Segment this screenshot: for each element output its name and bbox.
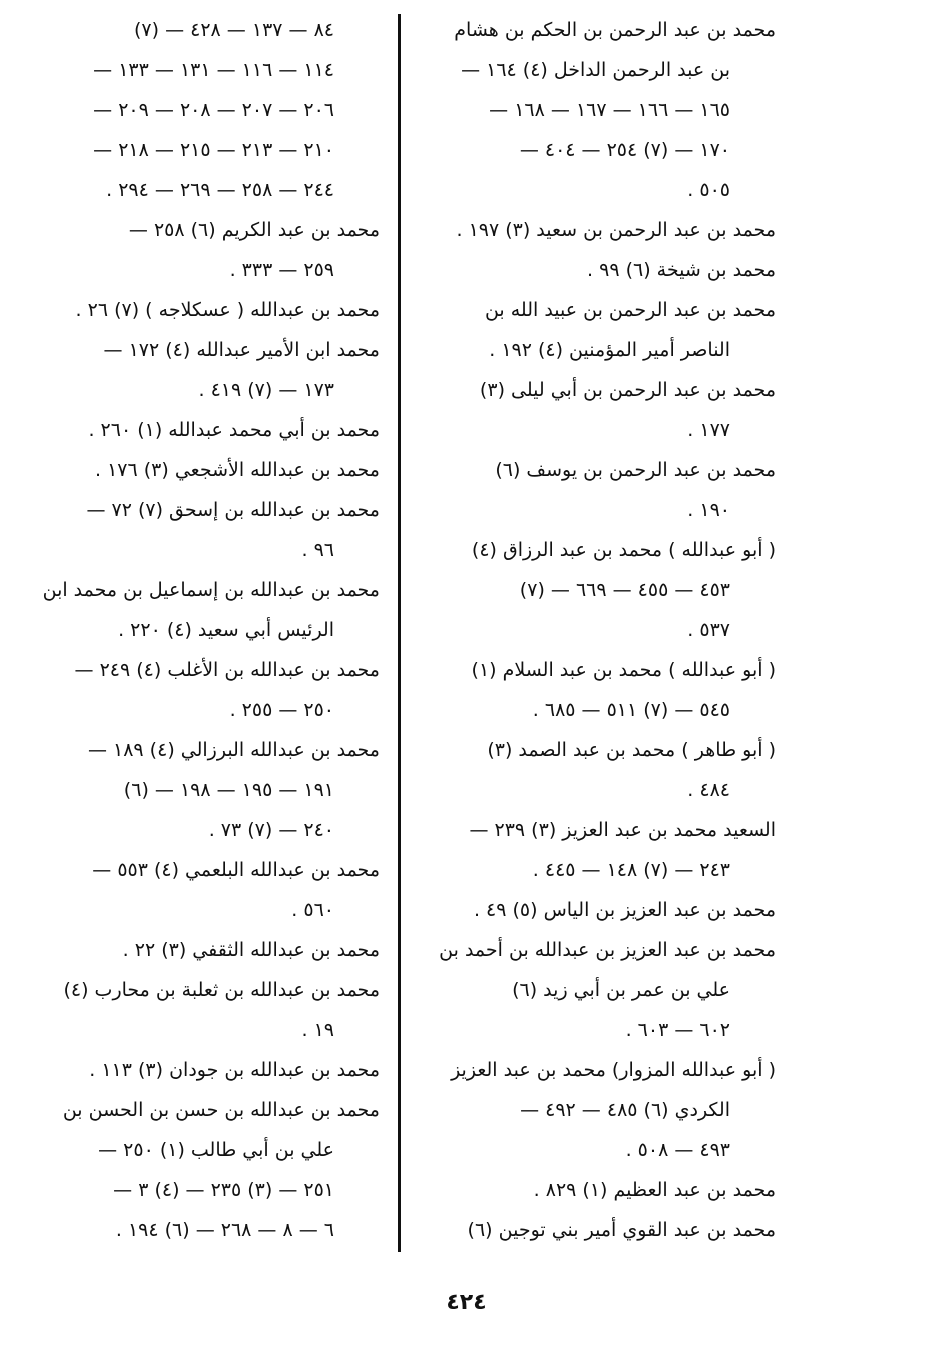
- index-entry-line: الناصر أمير المؤمنين (٤) ١٩٢ .: [489, 339, 730, 361]
- index-entry-line: ١٧٣ — (٧) ٤١٩ .: [198, 379, 334, 401]
- index-entry-line: ٥٤٥ — (٧) ٥١١ — ٦٨٥ .: [532, 699, 730, 721]
- index-entry-line: محمد بن عبدالله البلعمي (٤) ٥٥٣ —: [92, 859, 380, 881]
- index-entry-line: علي بن أبي طالب (١) ٢٥٠ —: [98, 1139, 334, 1161]
- index-entry-line: محمد بن عبد العظيم (١) ٨٢٩ .: [533, 1179, 776, 1201]
- index-entry-line: محمد بن عبد الرحمن بن سعيد (٣) ١٩٧ .: [456, 219, 776, 241]
- index-entry-line: محمد بن شيخة (٦) ٩٩ .: [587, 259, 776, 281]
- index-entry-line: محمد بن عبد القوي أمير بني توجين (٦): [467, 1219, 776, 1241]
- index-entry-line: ١١٤ — ١١٦ — ١٣١ — ١٣٣ —: [93, 59, 334, 81]
- index-entry-line: الرئيس أبي سعيد (٤) ٢٢٠ .: [118, 619, 334, 641]
- index-entry-line: ( أبو عبدالله ) محمد بن عبد الرزاق (٤): [471, 539, 776, 561]
- index-entry-line: ١٧٠ — (٧) ٢٥٤ — ٤٠٤ —: [519, 139, 730, 161]
- index-entry-line: محمد بن عبدالله بن الأغلب (٤) ٢٤٩ —: [74, 659, 380, 681]
- index-entry-line: ٦٠٢ — ٦٠٣ .: [625, 1019, 730, 1041]
- index-entry-line: ٩٦ .: [301, 539, 334, 561]
- index-entry-line: محمد بن عبدالله ( عسكلاجه ) (٧) ٢٦ .: [75, 299, 380, 321]
- column-divider: [398, 14, 401, 1252]
- index-entry-line: محمد بن عبدالله الأشجعي (٣) ١٧٦ .: [94, 459, 380, 481]
- index-entry-line: ١٩٠ .: [687, 499, 730, 521]
- index-entry-line: ٤٥٣ — ٤٥٥ — ٦٦٩ — (٧): [519, 579, 730, 601]
- index-entry-line: محمد بن عبدالله بن جودان (٣) ١١٣ .: [89, 1059, 380, 1081]
- index-entry-line: علي بن عمر بن أبي زيد (٦): [512, 979, 730, 1001]
- index-entry-line: ١٩١ — ١٩٥ — ١٩٨ — (٦): [123, 779, 334, 801]
- index-entry-line: ١٧٧ .: [687, 419, 730, 441]
- right-column: [420, 10, 776, 1250]
- index-entry-line: السعيد محمد بن عبد العزيز (٣) ٢٣٩ —: [469, 819, 776, 841]
- index-entry-line: ١٩ .: [301, 1019, 334, 1041]
- index-entry-line: ٤٩٣ — ٥٠٨ .: [625, 1139, 730, 1161]
- index-entry-line: محمد بن عبد العزيز بن عبدالله بن أحمد بن: [439, 939, 776, 961]
- index-entry-line: محمد بن عبدالله بن ثعلبة بن محارب (٤): [63, 979, 380, 1001]
- index-entry-line: ٢٤٤ — ٢٥٨ — ٢٦٩ — ٢٩٤ .: [106, 179, 334, 201]
- index-entry-line: محمد بن عبد الرحمن بن الحكم بن هشام: [454, 19, 776, 41]
- index-entry-line: محمد بن عبدالله بن إسماعيل بن محمد ابن: [42, 579, 380, 601]
- index-entry-line: ٥٦٠ .: [291, 899, 334, 921]
- index-entry-line: ٢١٠ — ٢١٣ — ٢١٥ — ٢١٨ —: [93, 139, 334, 161]
- index-entry-line: محمد بن أبي محمد عبدالله (١) ٢٦٠ .: [88, 419, 380, 441]
- index-entry-line: ٥٠٥ .: [687, 179, 730, 201]
- index-entry-line: ٥٣٧ .: [687, 619, 730, 641]
- index-entry-line: ( أبو عبدالله المزوار) محمد بن عبد العزيز: [451, 1059, 776, 1081]
- index-entry-line: بن عبد الرحمن الداخل (٤) ١٦٤ —: [461, 59, 730, 81]
- index-entry-line: محمد بن عبد الرحمن بن يوسف (٦): [495, 459, 776, 481]
- index-entry-line: ٢٤٠ — (٧) ٧٣ .: [208, 819, 334, 841]
- index-entry-line: محمد ابن الأمير عبدالله (٤) ١٧٢ —: [103, 339, 380, 361]
- index-entry-line: محمد بن عبدالله الثقفي (٣) ٢٢ .: [122, 939, 380, 961]
- index-entry-line: ٢٥١ — (٣) ٢٣٥ — (٤) ٣ —: [113, 1179, 334, 1201]
- left-column: [28, 10, 380, 1250]
- page-number: ٤٢٤: [446, 1290, 487, 1315]
- index-entry-line: ١٦٥ — ١٦٦ — ١٦٧ — ١٦٨ —: [489, 99, 730, 121]
- index-entry-line: ٢٥٩ — ٣٣٣ .: [229, 259, 334, 281]
- index-entry-line: محمد بن عبد الرحمن بن أبي ليلى (٣): [479, 379, 776, 401]
- index-entry-line: محمد بن عبدالله البرزالي (٤) ١٨٩ —: [87, 739, 380, 761]
- index-entry-line: ٨٤ — ١٣٧ — ٤٢٨ — (٧): [134, 19, 334, 41]
- index-entry-line: ٢٥٠ — ٢٥٥ .: [229, 699, 334, 721]
- index-entry-line: محمد بن عبدالله بن حسن بن الحسن بن: [62, 1099, 380, 1121]
- index-entry-line: الكردي (٦) ٤٨٥ — ٤٩٢ —: [520, 1099, 730, 1121]
- index-entry-line: محمد بن عبد الكريم (٦) ٢٥٨ —: [128, 219, 380, 241]
- index-entry-line: محمد بن عبد الرحمن بن عبيد الله بن: [484, 299, 776, 321]
- index-entry-line: ٦ — ٨ — ٢٦٨ — (٦) ١٩٤ .: [115, 1219, 334, 1241]
- index-entry-line: محمد بن عبدالله بن إسحق (٧) ٧٢ —: [86, 499, 380, 521]
- index-entry-line: ( أبو طاهر ) محمد بن عبد الصمد (٣): [487, 739, 776, 761]
- index-entry-line: ( أبو عبدالله ) محمد بن عبد السلام (١): [471, 659, 776, 681]
- index-entry-line: ٤٨٤ .: [687, 779, 730, 801]
- index-entry-line: محمد بن عبد العزيز بن الياس (٥) ٤٩ .: [473, 899, 776, 921]
- index-entry-line: ٢٠٦ — ٢٠٧ — ٢٠٨ — ٢٠٩ —: [93, 99, 334, 121]
- index-entry-line: ٢٤٣ — (٧) ١٤٨ — ٤٤٥ .: [532, 859, 730, 881]
